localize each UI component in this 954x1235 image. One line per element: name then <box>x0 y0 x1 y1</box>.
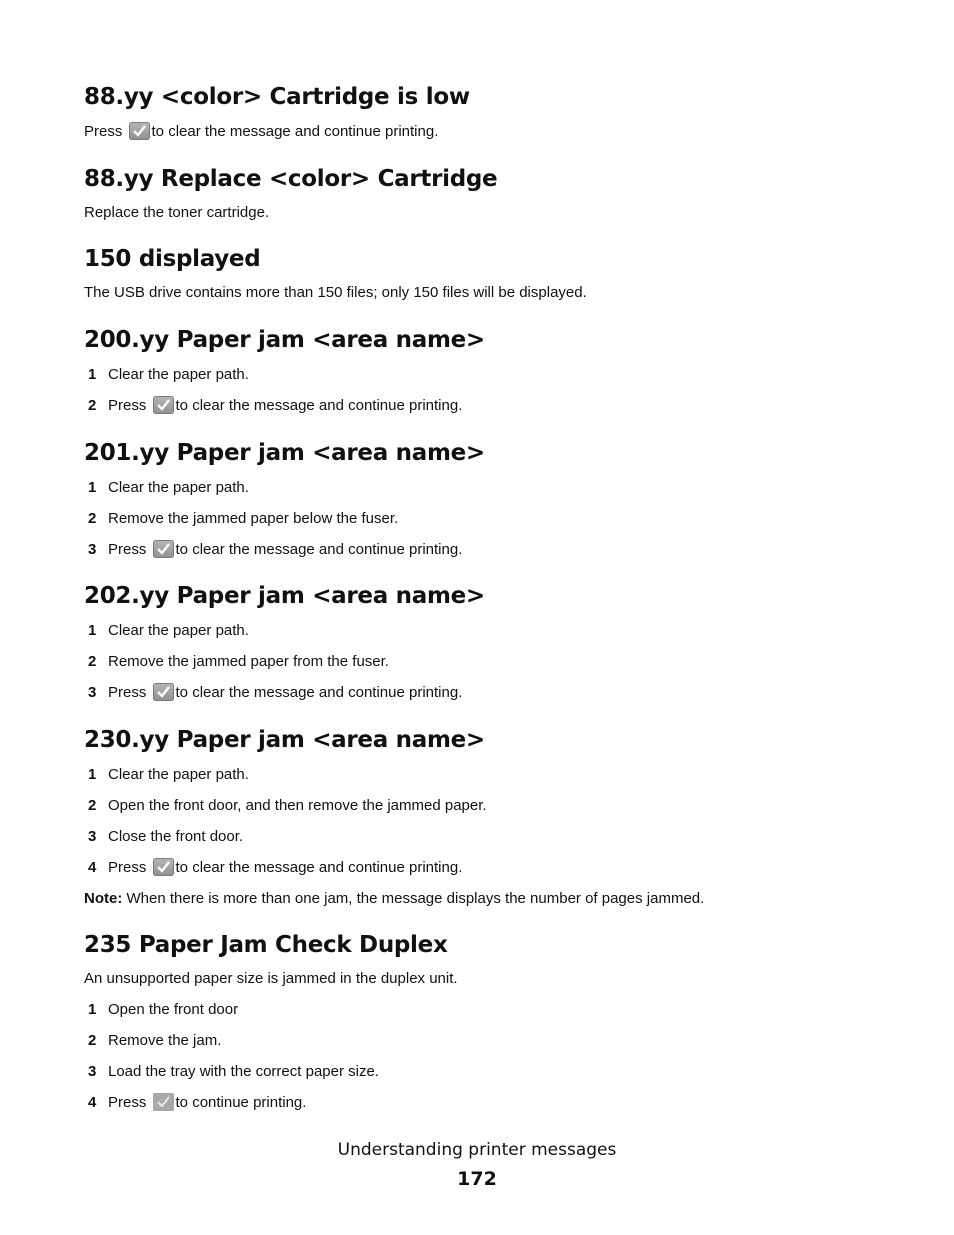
step-number: 2 <box>88 797 97 814</box>
step-text: Clear the paper path. <box>108 366 249 383</box>
section-paragraph: Replace the toner cartridge. <box>84 204 270 221</box>
step-text: Remove the jam. <box>108 1032 222 1049</box>
step-number: 3 <box>88 684 97 701</box>
section-paragraph: An unsupported paper size is jammed in the duplex unit. <box>84 970 458 987</box>
step-text: Load the tray with the correct paper size. <box>108 1063 379 1080</box>
note <box>84 889 704 909</box>
step-number: 3 <box>88 541 97 558</box>
step-text: Press to clear the message and continue printing. <box>108 541 463 558</box>
step-text: Remove the jammed paper from the fuser. <box>108 653 389 670</box>
section-paragraph: Press to clear the message and continue printing. <box>84 123 439 140</box>
checkmark-select-icon <box>153 858 174 876</box>
step-number: 2 <box>88 1032 97 1049</box>
section-heading: 201.yy Paper jam <area name> <box>84 440 485 466</box>
step-text: Remove the jammed paper below the fuser. <box>108 510 399 527</box>
note-label: Note: <box>84 890 123 907</box>
section-heading: 235 Paper Jam Check Duplex <box>84 932 448 958</box>
step-text: Press to clear the message and continue printing. <box>108 859 463 876</box>
note-text: When there is more than one jam, the message displays the number of pages jammed. <box>126 890 705 907</box>
section-heading: 200.yy Paper jam <area name> <box>84 327 485 353</box>
step-number: 1 <box>88 1001 97 1018</box>
step-number: 2 <box>88 510 97 527</box>
step-number: 1 <box>88 766 97 783</box>
step-text: Clear the paper path. <box>108 622 249 639</box>
checkmark-select-icon <box>153 683 174 701</box>
section-heading: 202.yy Paper jam <area name> <box>84 583 485 609</box>
page-number: 172 <box>457 1168 497 1190</box>
step-number: 3 <box>88 1063 97 1080</box>
section-heading: 150 displayed <box>84 246 261 272</box>
step-text: Clear the paper path. <box>108 766 249 783</box>
step-number: 1 <box>88 479 97 496</box>
step-text: Open the front door, and then remove the jammed paper. <box>108 797 487 814</box>
section-heading: 88.yy Replace <color> Cartridge <box>84 166 498 192</box>
step-number: 4 <box>88 859 97 876</box>
step-text: Press to clear the message and continue printing. <box>108 397 463 414</box>
step-text: Press to continue printing. <box>108 1094 307 1111</box>
footer-title: Understanding printer messages <box>337 1140 617 1160</box>
section-heading: 88.yy <color> Cartridge is low <box>84 84 470 110</box>
step-number: 3 <box>88 828 97 845</box>
checkmark-select-icon <box>153 1093 174 1111</box>
checkmark-select-icon <box>153 540 174 558</box>
step-number: 1 <box>88 622 97 639</box>
step-number: 2 <box>88 397 97 414</box>
step-text: Press to clear the message and continue printing. <box>108 684 463 701</box>
step-number: 4 <box>88 1094 97 1111</box>
step-number: 2 <box>88 653 97 670</box>
section-heading: 230.yy Paper jam <area name> <box>84 727 485 753</box>
checkmark-select-icon <box>153 396 174 414</box>
step-text: Close the front door. <box>108 828 244 845</box>
checkmark-select-icon <box>129 122 150 140</box>
step-number: 1 <box>88 366 97 383</box>
step-text: Open the front door <box>108 1001 239 1018</box>
step-text: Clear the paper path. <box>108 479 249 496</box>
section-paragraph: The USB drive contains more than 150 files; only 150 files will be displayed. <box>84 284 587 301</box>
